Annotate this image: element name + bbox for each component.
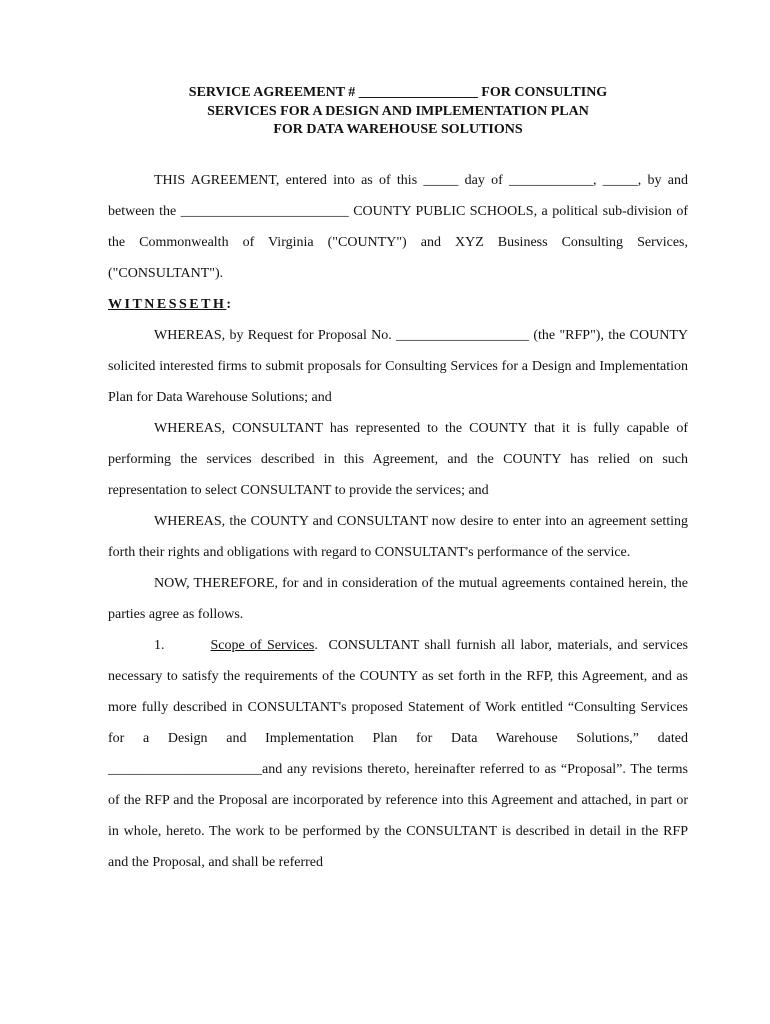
title-line-3: FOR DATA WAREHOUSE SOLUTIONS — [273, 122, 523, 137]
document-title — [108, 84, 688, 140]
now-therefore-paragraph: NOW, THEREFORE, for and in consideration of the mutual agreements contained herein, the parties agree as follows. — [108, 576, 688, 622]
section-1-text: CONSULTANT shall furnish all labor, materials, and services necessary to satisfy the requirements of the COUNTY as set forth in the RFP, this Agreement, and as more fully described in CONSULTANT's proposed Statement of Work entitled “Consulting Services for a Design and Implementation Plan for Data Warehouse Solutions,” dated ______________________and any revisions thereto, hereinafter referred to as “Proposal”. The terms of the RFP and the Proposal are incorporated by reference into this Agreement and attached, in part or in whole, hereto. The work to be performed by the CONSULTANT is described in detail in the RFP and the Proposal, and shall be referred — [108, 638, 688, 870]
section-1-heading: Scope of Services — [210, 638, 315, 653]
witnesseth-label: WITNESSETH — [108, 297, 227, 312]
title-line-1: SERVICE AGREEMENT # _________________ FOR CONSULTING — [188, 85, 608, 100]
section-1-paragraph — [108, 630, 688, 878]
section-1-heading-period: . — [314, 638, 318, 653]
witnesseth-heading — [108, 289, 688, 320]
intro-paragraph: THIS AGREEMENT, entered into as of this _____ day of ____________, _____, by and between the ________________________ COUNTY PUBLIC SCHOOLS, a political sub-division of the Commonwealth of Virginia ("COUNTY") and XYZ Business Consulting Services, ("CONSULTANT"). — [108, 173, 688, 281]
document-body — [108, 165, 688, 878]
whereas-paragraph-2: WHEREAS, CONSULTANT has represented to the COUNTY that it is fully capable of performing the services described in this Agreement, and the COUNTY has relied on such representation to select CONSULTANT to provide the services; and — [108, 421, 688, 498]
title-line-2: SERVICES FOR A DESIGN AND IMPLEMENTATION PLAN — [207, 103, 589, 119]
section-1-number: 1. — [154, 638, 165, 653]
witnesseth-colon: : — [226, 297, 234, 312]
whereas-paragraph-3: WHEREAS, the COUNTY and CONSULTANT now desire to enter into an agreement setting forth their rights and obligations with regard to CONSULTANT's performance of the service. — [108, 514, 688, 560]
whereas-paragraph-1: WHEREAS, by Request for Proposal No. ___________________ (the "RFP"), the COUNTY solicited interested firms to submit proposals for Consulting Services for a Design and Implementation Plan for Data Warehouse Solutions; and — [108, 328, 688, 405]
